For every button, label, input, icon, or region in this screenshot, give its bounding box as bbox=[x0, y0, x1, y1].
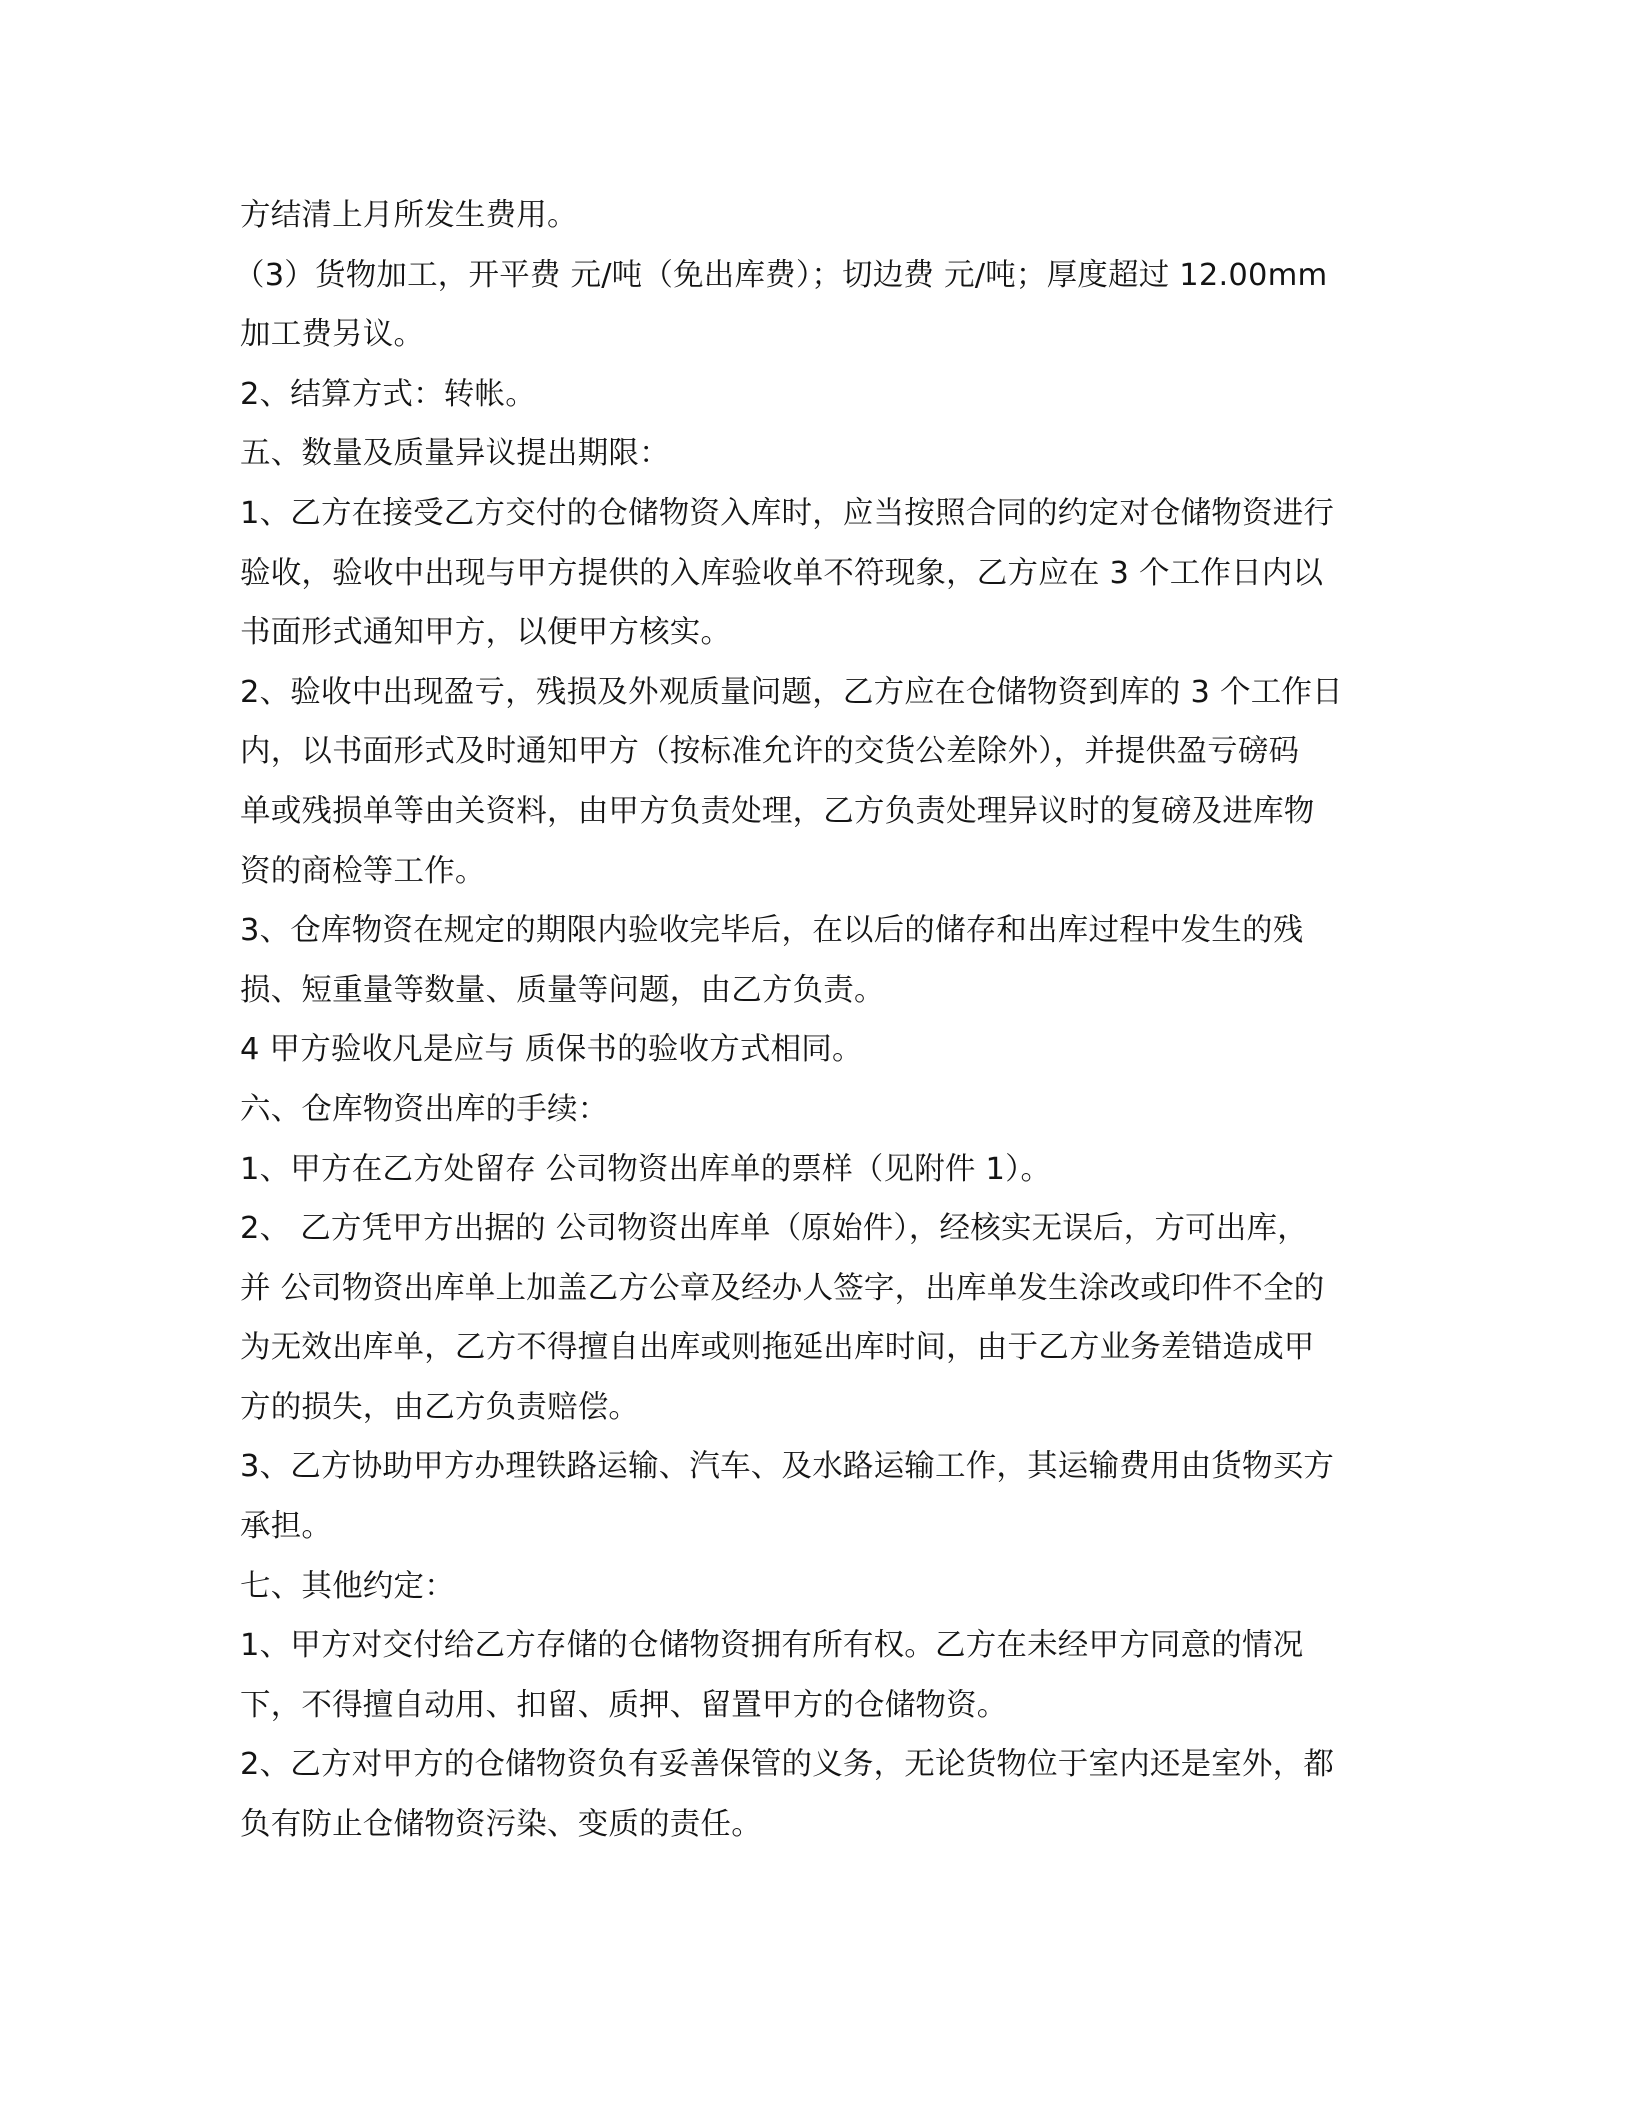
section-heading: 六、仓库物资出库的手续： bbox=[240, 1091, 609, 1127]
text-line: 内，以书面形式及时通知甲方（按标准允许的交货公差除外），并提供盈亏磅码 bbox=[240, 734, 1300, 770]
text-line: 1、乙方在接受乙方交付的仓储物资入库时，应当按照合同的约定对仓储物资进行 bbox=[240, 495, 1335, 531]
text-line: 承担。 bbox=[240, 1509, 333, 1545]
text-line: 负有防止仓储物资污染、变质的责任。 bbox=[240, 1807, 762, 1843]
text-line: 4 甲方验收凡是应与 质保书的验收方式相同。 bbox=[240, 1032, 863, 1068]
text-line: 3、仓库物资在规定的期限内验收完毕后，在以后的储存和出库过程中发生的残 bbox=[240, 913, 1304, 949]
text-line: 书面形式通知甲方，以便甲方核实。 bbox=[240, 615, 732, 651]
section-heading: 七、其他约定： bbox=[240, 1568, 455, 1604]
text-line: 1、甲方在乙方处留存 公司物资出库单的票样（见附件 1）。 bbox=[240, 1151, 1052, 1187]
text-line: 损、短重量等数量、质量等问题，由乙方负责。 bbox=[240, 972, 885, 1008]
contract-body bbox=[234, 186, 1386, 1855]
text-line: 2、结算方式：转帐。 bbox=[240, 376, 536, 412]
text-line: 单或残损单等由关资料，由甲方负责处理，乙方负责处理异议时的复磅及进库物 bbox=[240, 793, 1315, 829]
text-line: 为无效出库单，乙方不得擅自出库或则拖延出库时间，由于乙方业务差错造成甲 bbox=[240, 1330, 1315, 1366]
text-line: 2、乙方对甲方的仓储物资负有妥善保管的义务，无论货物位于室内还是室外，都 bbox=[240, 1747, 1335, 1783]
text-line: （3）货物加工，开平费 元/吨（免出库费）；切边费 元/吨；厚度超过 12.00mm bbox=[234, 257, 1328, 293]
text-line: 2、验收中出现盈亏，残损及外观质量问题，乙方应在仓储物资到库的 3 个工作日 bbox=[240, 674, 1343, 710]
text-line: 方结清上月所发生费用。 bbox=[240, 198, 578, 233]
text-line: 验收，验收中出现与甲方提供的入库验收单不符现象，乙方应在 3 个工作日内以 bbox=[240, 555, 1324, 591]
text-line: 3、乙方协助甲方办理铁路运输、汽车、及水路运输工作，其运输费用由货物买方 bbox=[240, 1449, 1335, 1485]
text-line: 资的商检等工作。 bbox=[240, 853, 486, 889]
text-line: 方的损失，由乙方负责赔偿。 bbox=[240, 1389, 640, 1425]
text-line: 下，不得擅自动用、扣留、质押、留置甲方的仓储物资。 bbox=[240, 1687, 1008, 1723]
text-line: 并 公司物资出库单上加盖乙方公章及经办人签字，出库单发生涂改或印件不全的 bbox=[240, 1270, 1325, 1306]
section-heading: 五、数量及质量异议提出期限： bbox=[240, 436, 670, 472]
text-line: 1、甲方对交付给乙方存储的仓储物资拥有所有权。乙方在未经甲方同意的情况 bbox=[240, 1628, 1304, 1664]
text-line: 加工费另议。 bbox=[240, 317, 425, 353]
text-line: 2、 乙方凭甲方出据的 公司物资出库单（原始件），经核实无误后，方可出库， bbox=[240, 1211, 1308, 1247]
